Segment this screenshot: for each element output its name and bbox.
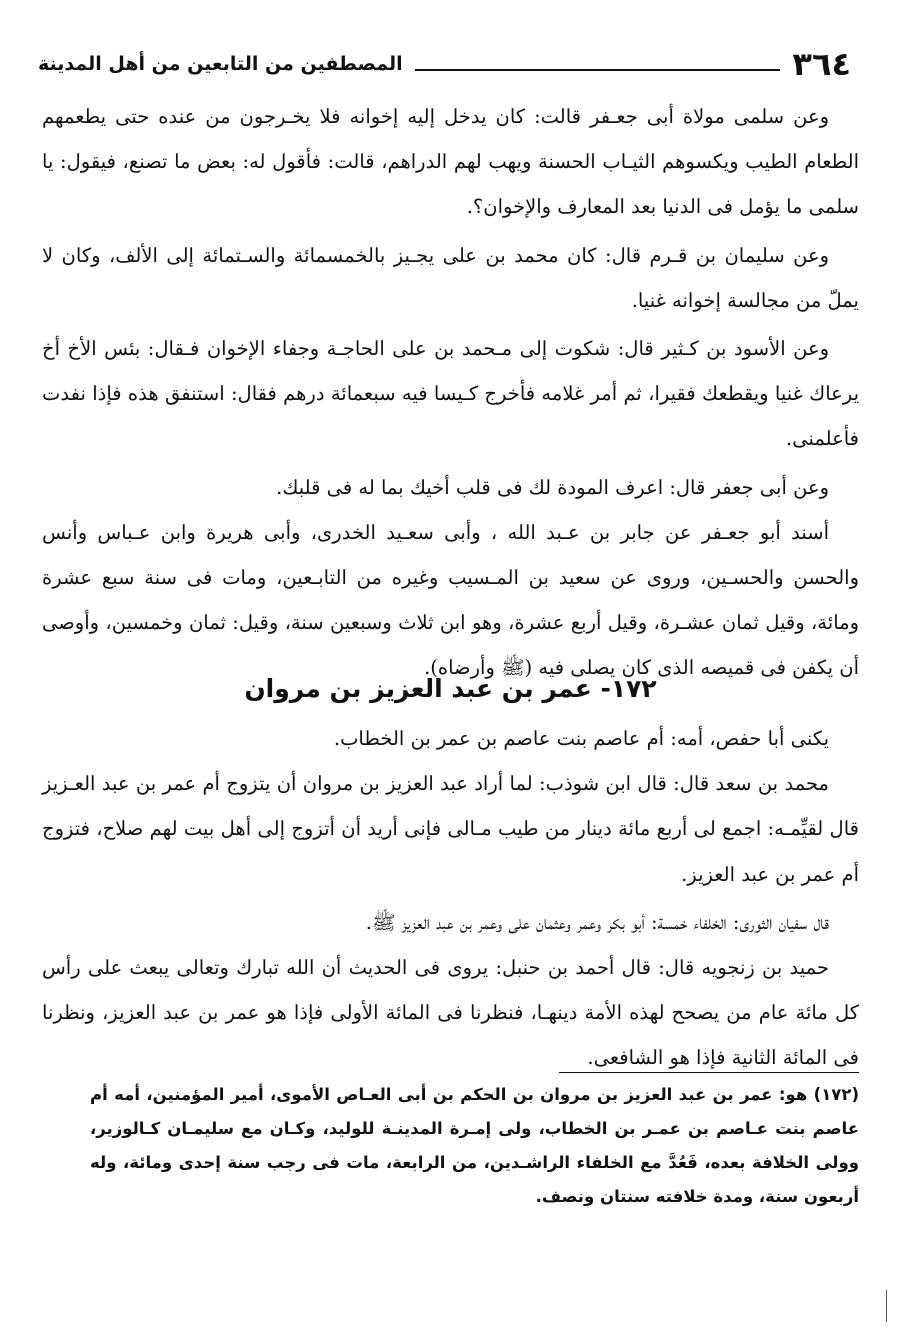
header-rule [415,69,781,71]
running-title: المصطفين من التابعين من أهل المدينة [38,53,403,75]
footnote-rule [559,1072,859,1073]
paragraph: يكنى أبا حفص، أمه: أم عاصم بنت عاصم بن عمر بن الخطاب. [333,727,829,750]
paragraph: وعن الأسود بن كـثير قال: شكوت إلى مـحمد بن على الحاجـة وجفاء الإخوان فـقال: بئس الأخ أخ يرعاك غنيا ويقطعك فقيرا، ثم أمر غلامه فأخرج كـيسا فيه سبعمائة درهم فقال: استنفق هذه فإذا نفدت فأعلمنى. [42,337,859,451]
paragraph: حميد بن زنجويه قال: قال أحمد بن حنبل: يروى فى الحديث أن الله تبارك وتعالى يبعث على رأس كل مائة عام من يصحح لهذه الأمة دينهـا، فنظرنا فى المائة الأولى فإذا هو عمر بن عبد العزيز، ونظرنا فى المائة الثانية فإذا هو الشافعى. [42,956,859,1070]
paragraph: وعن أبى جعفر قال: اعرف المودة لك فى قلب أخيك بما له فى قلبك. [276,475,829,499]
section-heading: ١٧٢- عمر بن عبد العزيز بن مروان [244,674,657,703]
paragraph: وعن سليمان بن قـرم قال: كان محمد بن على يجـيز بالخمسمائة والسـتمائة إلى الألف، وكان لا يملّ من مجالسة إخوانه غنيا. [42,243,859,312]
page-number: ٣٦٤ [792,45,851,83]
paragraph: أسند أبو جعـفر عن جابر بن عـبد الله ، وأبى سعـيد الخدرى، وأبى هريرة وابن عـباس وأنس والحسن والحسـين، وروى عن سعيد بن المـسيب وغيره من التابـعين، ومات فى سنة سبع عشرة ومائة، وقيل ثمان عشـرة، وقيل أربع عشرة، وهو ابن ثلاث وسبعين سنة، وقيل: ثمان وخمسين، وأوصى أن يكفن فى قميصه الذى كان يصلى فيه (ﷺ وأرضاه). [42,520,859,680]
paragraph: وعن سلمى مولاة أبى جعـفر قالت: كان يدخل إليه إخوانه فلا يخـرجون من عنده حتى يطعمهم الطعام الطيب ويكسوهم الثيـاب الحسنة ويهب لهم الدراهم، قالت: فأقول له: بعض ما تصنع، فيقول: يا سلمى ما يؤمل فى الدنيا بعد المعارف والإخوان؟. [42,105,859,219]
margin-mark [886,1290,889,1322]
running-header [38,44,851,84]
main-text-top [42,94,859,691]
paragraph: قال سفيان الثورى: الخلفاء خمسة: أبو بكر وعمر وعثمان على وعمر بن عبد العزيز ﷺ. [365,910,829,934]
main-text-bottom [42,716,859,1081]
footnote: (١٧٢) هو: عمر بن عبد العزيز بن مروان بن الحكم بن أبى العـاص الأموى، أمير المؤمنين، أمه أم عاصم بنت عـاصم بن عمـر بن الخطاب، ولى إمـرة المدينـة للوليد، وكـان مع سليمـان كـالوزير، وولى الخلافة بعده، فَعُدَّ مع الخلفاء الراشـدين، من الرابعة، مات فى رجب سنة إحدى ومائة، وله أربعون سنة، ومدة خلافته سنتان ونصف. [90,1085,859,1206]
paragraph: محمد بن سعد قال: قال ابن شوذب: لما أراد عبد العزيز بن مروان أن يتزوج أم عمر بن عبد العـزيز قال لقيِّمـه: اجمع لى أربع مائة دينار من طيب مـالى فإنى أريد أن أتزوج إلى أهل بيت لهم صلاح، فتزوج أم عمر بن عبد العزيز. [42,772,859,886]
